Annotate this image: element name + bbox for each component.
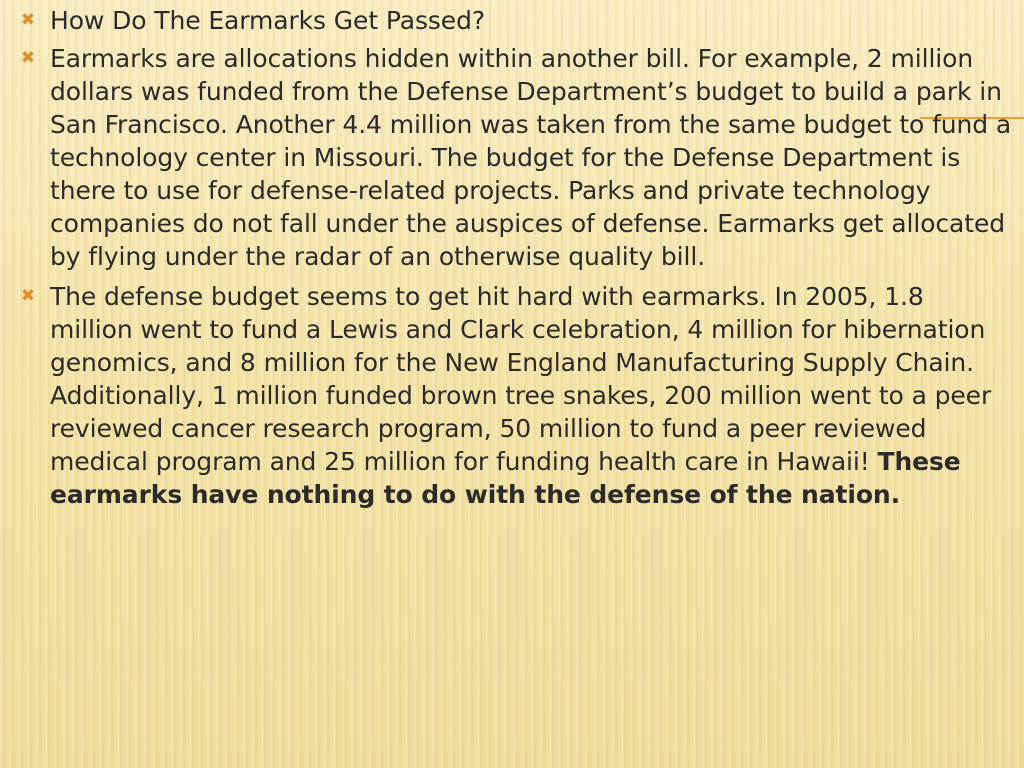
x-mark-icon: ✖ bbox=[20, 10, 36, 30]
x-mark-icon: ✖ bbox=[20, 286, 36, 306]
bullet-item-defense-budget bbox=[14, 280, 1014, 511]
bullet-text: How Do The Earmarks Get Passed? bbox=[50, 6, 486, 35]
bullet-list bbox=[14, 4, 1014, 518]
bullet-bold-text: These earmarks have nothing to do with the defense of the nation. bbox=[50, 447, 961, 509]
bullet-item-allocations bbox=[14, 42, 1014, 273]
x-mark-icon: ✖ bbox=[20, 48, 36, 68]
bullet-item-heading bbox=[14, 4, 1014, 37]
bullet-text: The defense budget seems to get hit hard with earmarks. In 2005, 1.8 million went to fund a Lewis and Clark celebration, 4 million for hibernation genomics, and 8 million for the New England Manufacturing Supply Chain. Additionally, 1 million funded brown tree snakes, 200 million went to a peer reviewed cancer research program, 50 million to fund a peer reviewed medical program and 25 million for funding health care in Hawaii! bbox=[50, 282, 992, 476]
bullet-text: Earmarks are allocations hidden within another bill. For example, 2 million dollars was funded from the Defense Department’s budget to build a park in San Francisco. Another 4.4 million was taken from the same budget to fund a technology center in Missouri. The budget for the Defense Department is there to use for defense-related projects. Parks and private technology companies do not fall under the auspices of defense. Earmarks get allocated by flying under the radar of an otherwise quality bill. bbox=[50, 44, 1012, 271]
